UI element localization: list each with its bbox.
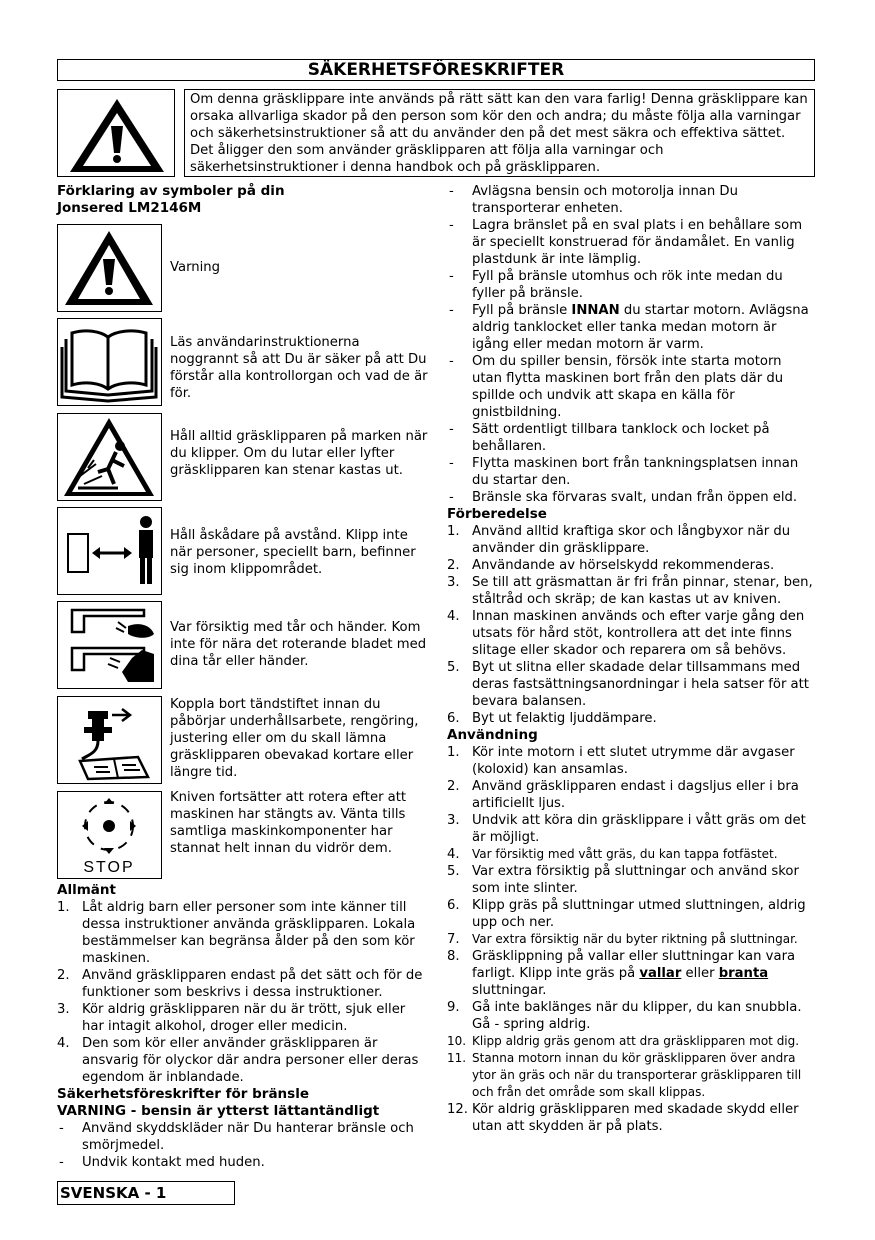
rotating-blade-stop-icon	[58, 792, 161, 878]
list-item: 9. Gå inte baklänges när du klipper, du kan snubbla. Gå - spring aldrig.	[447, 1000, 802, 1032]
symbol-text: Håll alltid gräsklipparen på marken när du klipper. Om du lutar eller lyfter gräsklipparen kan stenar kastas ut.	[170, 429, 428, 478]
symbols-heading	[57, 183, 429, 217]
list-item: 5. Byt ut slitna eller skadade delar tillsammans med deras fastsättningsanordningar i hela satser för att bevara balansen.	[447, 660, 809, 709]
list-item: 7. Var extra försiktig när du byter riktning på sluttningar.	[447, 932, 798, 947]
spark-plug-icon	[58, 697, 161, 783]
list-item: - Sätt ordentligt tillbara tanklock och locket på behållaren.	[449, 422, 770, 454]
blade-hands-feet-icon	[58, 602, 161, 688]
symbol-icon-box	[57, 224, 162, 312]
list-item: 3. Kör aldrig gräsklipparen när du är trött, sjuk eller har intagit alkohol, droger eller medicin.	[57, 1002, 406, 1034]
right-column	[447, 183, 815, 1135]
list-item: 8. Gräsklippning på vallar eller sluttningar kan vara farligt. Klipp inte gräs på vallar eller branta sluttningar.	[447, 949, 796, 998]
fuel-warning: VARNING - bensin är ytterst lättantändligt	[57, 1103, 380, 1119]
symbol-text: Läs användarinstruktionerna noggrannt så att Du är säker på att Du förstår alla kontrollorgan och vad de är för.	[170, 335, 428, 401]
symbol-icon-box	[57, 696, 162, 784]
thrown-objects-icon	[58, 414, 161, 500]
general-section	[57, 882, 429, 1171]
list-item: 4. Var försiktig med vått gräs, du kan tappa fotfästet.	[447, 847, 778, 862]
symbol-text: Var försiktig med tår och händer. Kom inte för nära det roterande bladet med dina tår eller händer.	[170, 620, 427, 669]
list-item: 12. Kör aldrig gräsklipparen med skadade skydd eller utan att skydden är på plats.	[447, 1102, 799, 1134]
list-item: 1. Låt aldrig barn eller personer som inte känner till dessa instruktioner använda gräsklipparen. Lokala bestämmelser kan begränsa ålder på den som kör maskinen.	[57, 900, 416, 966]
list-item: - Avlägsna bensin och motorolja innan Du transporterar enheten.	[449, 184, 738, 216]
general-heading: Allmänt	[57, 882, 116, 898]
symbol-icon-box	[57, 318, 162, 406]
open-manual-icon	[58, 319, 161, 405]
main-warning-box	[57, 89, 175, 177]
list-item: - Bränsle ska förvaras svalt, undan från öppen eld.	[449, 490, 798, 505]
page-footer: SVENSKA - 1	[57, 1181, 235, 1205]
warning-triangle-icon	[67, 96, 167, 174]
list-item: 1. Använd alltid kraftiga skor och långbyxor när du använder din gräsklippare.	[447, 524, 791, 556]
fuel-heading: Säkerhetsföreskrifter för bränsle	[57, 1086, 309, 1102]
symbol-text: Koppla bort tändstiftet innan du påbörjar underhållsarbete, rengöring, justering eller om du skall lämna gräsklipparen obevakad kortare eller längre tid.	[170, 697, 419, 780]
list-item: 2. Använd gräsklipparen endast i dagsljus eller i bra artificiellt ljus.	[447, 779, 799, 811]
list-item: 5. Var extra försiktig på sluttningar och använd skor som inte slinter.	[447, 864, 799, 896]
list-item: 10. Klipp aldrig gräs genom att dra gräsklipparen mot dig.	[447, 1034, 800, 1048]
left-column	[57, 183, 429, 1170]
list-item: 3. Se till att gräsmattan är fri från pinnar, stenar, ben, ståltråd och skräp; de kan kastas ut av kniven.	[447, 575, 813, 607]
intro-text: Om denna gräsklippare inte används på rätt sätt kan den vara farlig! Denna gräsklippare kan orsaka allvarliga skador på den person som kör den och andra; du måste följa alla varningar och säkerhetsinstruktioner så att du använder den på det mest säkra och effektiva sättet. Det åligger den som använder gräsklipparen att följa alla varningar och säkerhetsinstruktioner i denna handbok och på gräsklipparen.	[184, 89, 815, 177]
list-item: 1. Kör inte motorn i ett slutet utrymme där avgaser (koloxid) kan ansamlas.	[447, 745, 795, 777]
list-item: - Flytta maskinen bort från tankningsplatsen innan du startar den.	[449, 456, 799, 488]
use-heading: Användning	[447, 727, 538, 743]
list-item: 4. Den som kör eller använder gräsklipparen är ansvarig för olyckor där andra personer eller deras egendom är inblandade.	[57, 1036, 419, 1085]
list-item: 2. Använd gräsklipparen endast på det sätt och för de funktioner som beskrivs i dessa instruktioner.	[57, 968, 423, 1000]
list-item: 2. Användande av hörselskydd rekommenderas.	[447, 558, 775, 573]
warning-triangle-icon	[58, 225, 161, 311]
list-item: 4. Innan maskinen används och efter varje gång den utsats för hård stöt, kontrollera att det inte finns slitage eller skador och reparera om så behövs.	[447, 609, 805, 658]
symbol-text: Kniven fortsätter att rotera efter att maskinen har stängts av. Vänta tills samtliga maskinkomponenter har stannat helt innan du vidrör dem.	[170, 790, 407, 856]
list-item: - Undvik kontakt med huden.	[59, 1155, 265, 1170]
page-title: SÄKERHETSFÖRESKRIFTER	[57, 59, 815, 81]
list-item: - Fyll på bränsle INNAN du startar motorn. Avlägsna aldrig tanklocket eller tanka medan motorn är igång eller medan motorn är varm.	[449, 303, 809, 352]
keep-distance-icon	[58, 508, 161, 594]
list-item: 3. Undvik att köra din gräsklippare i vått gräs om det är möjligt.	[447, 813, 806, 845]
list-item: 11. Stanna motorn innan du kör gräsklipparen över andra ytor än gräs och när du transporterar gräsklipparen till och från det område som skall klippas.	[447, 1051, 802, 1099]
list-item: - Lagra bränslet på en sval plats i en behållare som är speciellt konstruerad för ändamålet. En vanlig plastdunk är inte lämplig.	[449, 218, 803, 267]
symbol-icon-box	[57, 791, 162, 879]
symbols-heading-line2: Jonsered LM2146M	[57, 200, 202, 216]
list-item: - Använd skyddskläder när Du hanterar bränsle och smörjmedel.	[59, 1121, 414, 1153]
symbol-text: Varning	[170, 260, 221, 275]
symbols-heading-line1: Förklaring av symboler på din	[57, 183, 285, 199]
symbol-icon-box	[57, 413, 162, 501]
symbol-icon-box	[57, 601, 162, 689]
list-item: 6. Klipp gräs på sluttningar utmed sluttningen, aldrig upp och ner.	[447, 898, 806, 930]
stop-label: STOP	[83, 859, 135, 876]
list-item: 6. Byt ut felaktig ljuddämpare.	[447, 711, 657, 726]
symbol-text: Håll åskådare på avstånd. Klipp inte när personer, speciellt barn, befinner sig inom klippområdet.	[170, 528, 416, 577]
prep-heading: Förberedelse	[447, 506, 547, 522]
symbol-icon-box	[57, 507, 162, 595]
list-item: - Om du spiller bensin, försök inte starta motorn utan flytta maskinen bort från den plats där du spillde och undvik att skapa en källa för gnistbildning.	[449, 354, 784, 420]
list-item: - Fyll på bränsle utomhus och rök inte medan du fyller på bränsle.	[449, 269, 783, 301]
